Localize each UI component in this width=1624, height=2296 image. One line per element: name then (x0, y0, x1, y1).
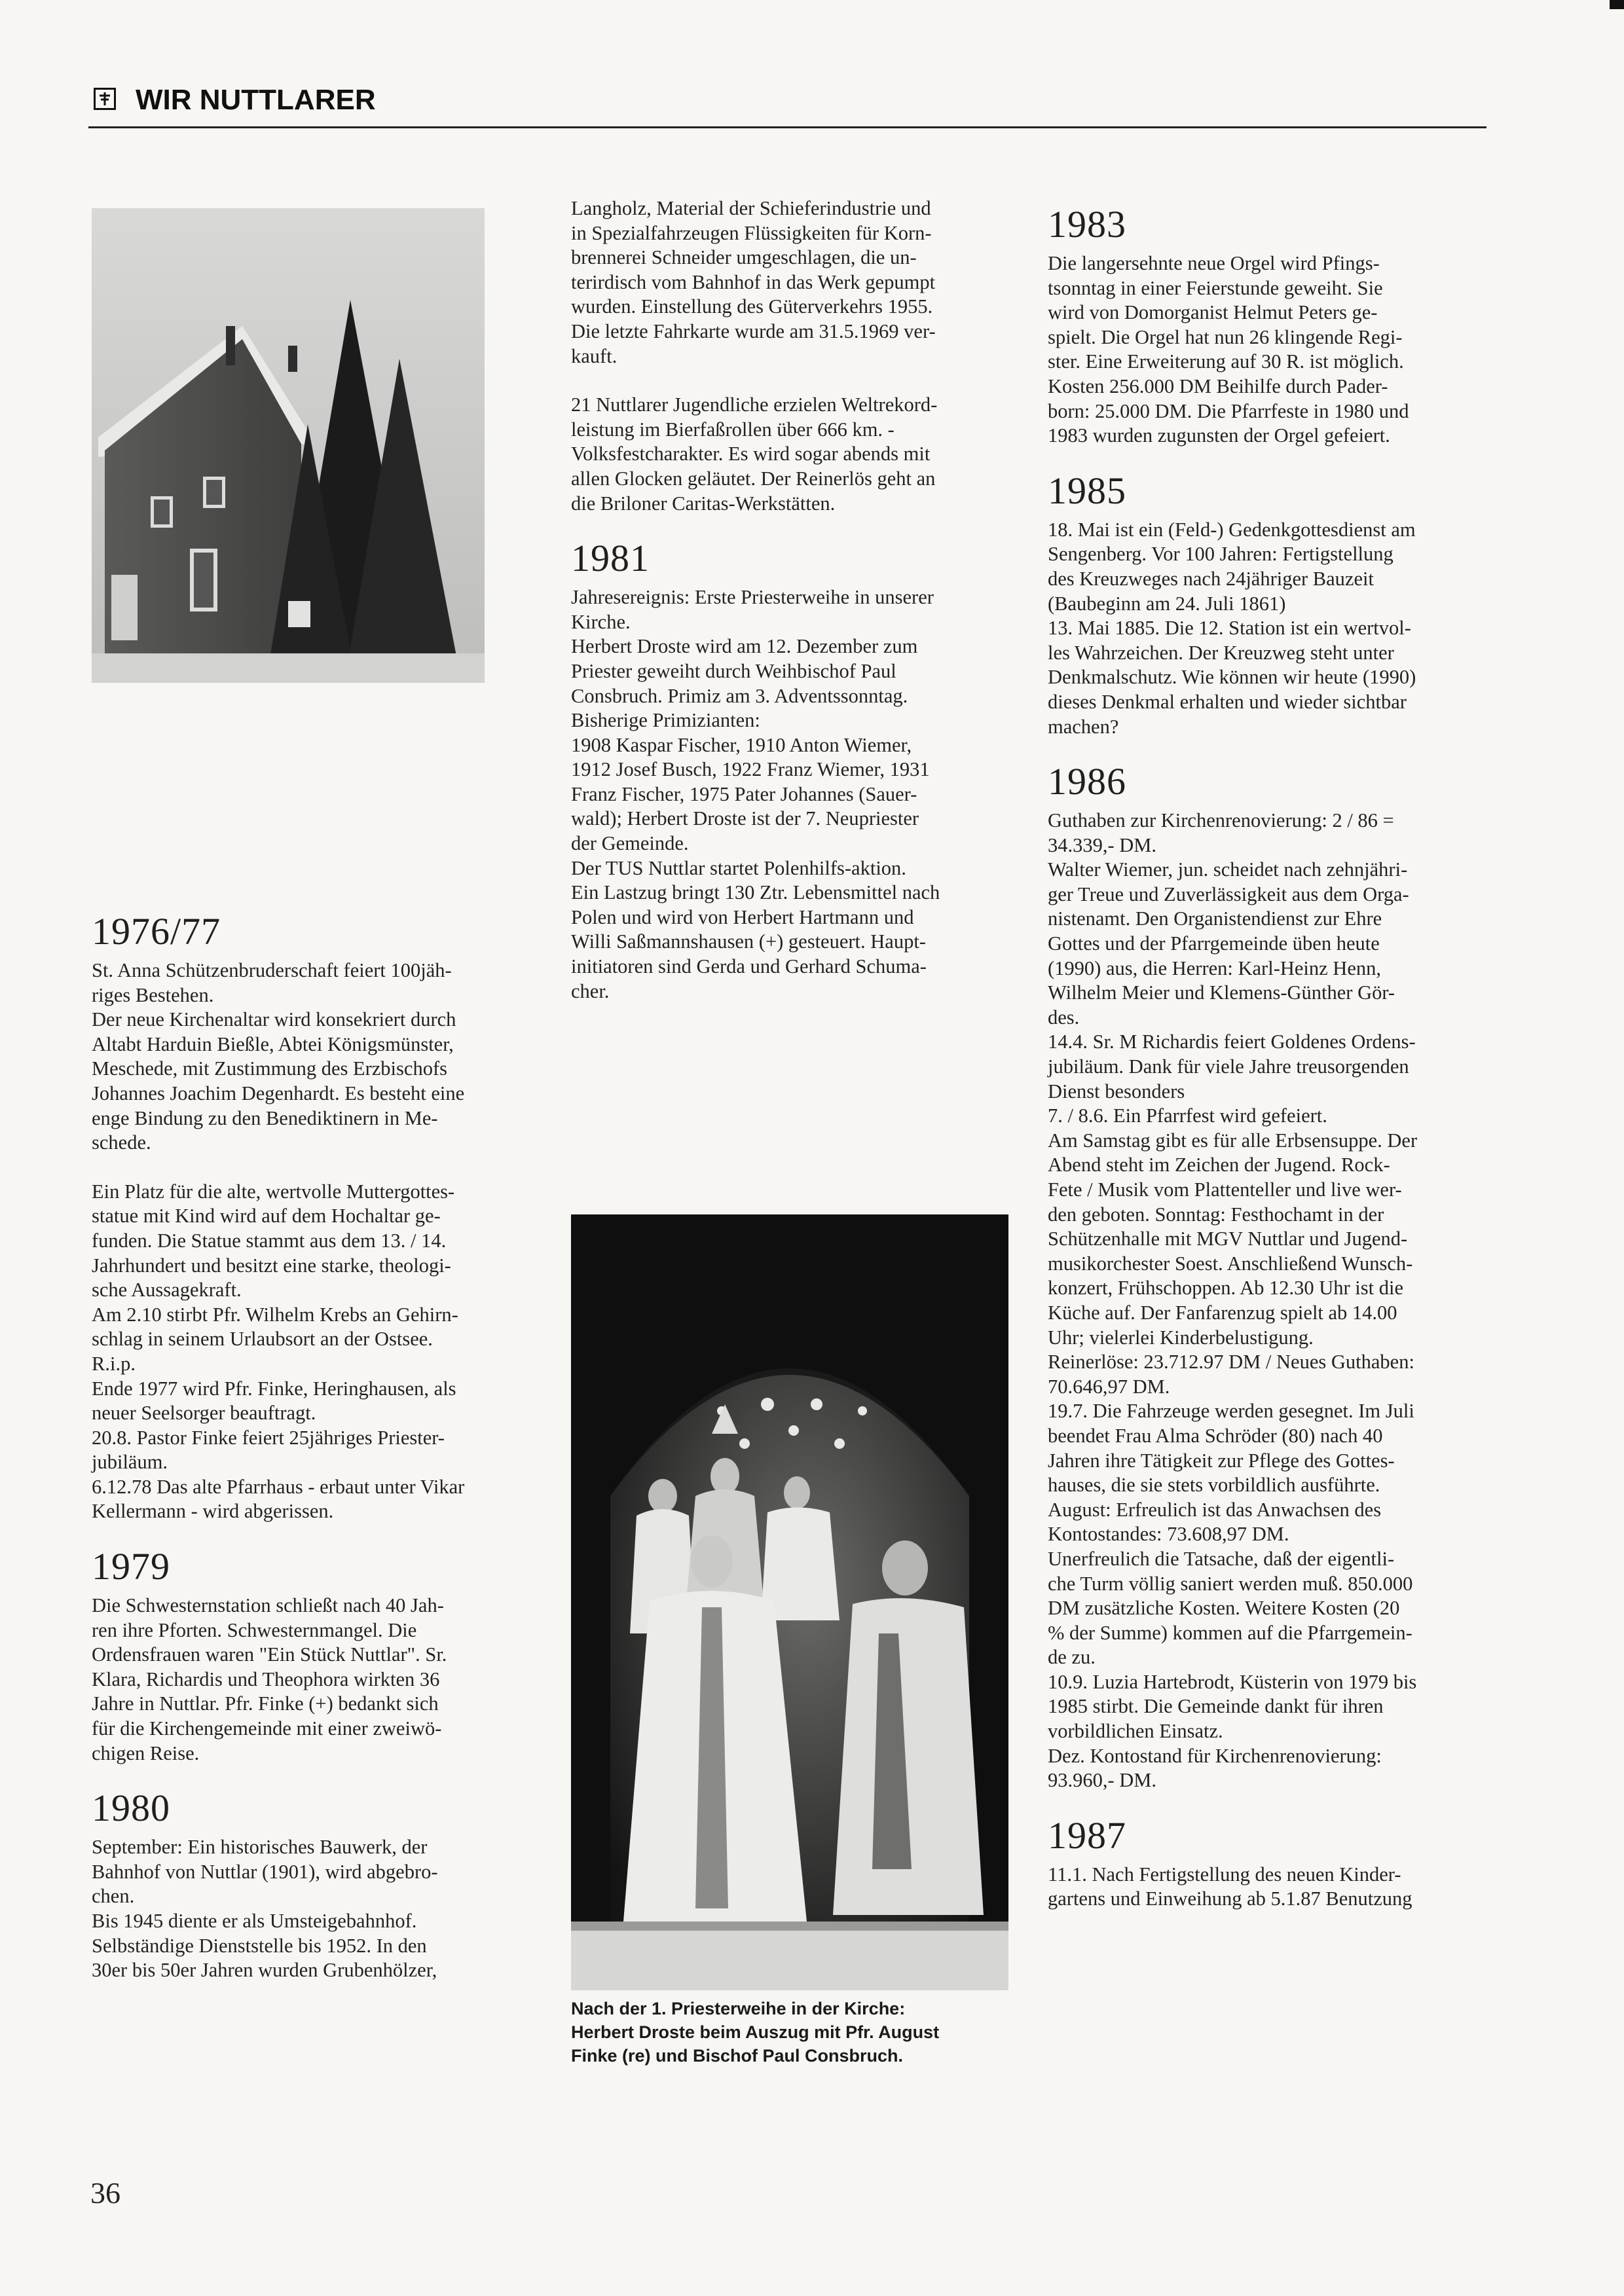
text-line: Guthaben zur Kirchenrenovierung: 2 / 86 = (1048, 809, 1394, 832)
text-line: Franz Fischer, 1975 Pater Johannes (Sauer- (571, 782, 917, 805)
text-line: schlag in seinem Urlaubsort an der Ostsee. (92, 1328, 433, 1351)
text-line: (Baubeginn am 24. Juli 1861) (1048, 592, 1286, 615)
text-line: Sengenberg. Vor 100 Jahren: Fertigstellung (1048, 543, 1393, 566)
text-line: wird von Domorganist Helmut Peters ge- (1048, 301, 1378, 324)
year-heading-1980: 1980 (92, 1787, 170, 1830)
text-line: 30er bis 50er Jahren wurden Grubenhölzer, (92, 1959, 437, 1982)
text-line: 20.8. Pastor Finke feiert 25jähriges Priester- (92, 1426, 445, 1449)
text-line: DM zusätzliche Kosten. Weitere Kosten (20 (1048, 1597, 1400, 1620)
year-heading-1979: 1979 (92, 1545, 170, 1588)
text-line: beendet Frau Alma Schröder (80) nach 40 (1048, 1424, 1383, 1447)
text-line: % der Summe) kommen auf die Pfarrgemein- (1048, 1621, 1412, 1644)
text-line: che Turm völlig saniert werden muß. 850.000 (1048, 1572, 1413, 1595)
text-line: 6.12.78 Das alte Pfarrhaus - erbaut unter Vikar (92, 1475, 465, 1498)
text-line: Die letzte Fahrkarte wurde am 31.5.1969 ver- (571, 319, 936, 342)
year-heading-1985: 1985 (1048, 469, 1126, 512)
text-line: 1983 wurden zugunsten der Orgel gefeiert. (1048, 424, 1390, 447)
text-line: konzert, Frühschoppen. Ab 12.30 Uhr ist die (1048, 1277, 1403, 1300)
text-line: Dienst besonders (1048, 1080, 1185, 1102)
text-line: den geboten. Sonntag: Festhochamt in der (1048, 1203, 1384, 1226)
text-line: Wilhelm Meier und Klemens-Günther Gör- (1048, 981, 1395, 1004)
text-line: schede. (92, 1131, 151, 1154)
text-line: allen Glocken geläutet. Der Reinerlös geht an (571, 467, 936, 490)
text-line: Fete / Musik vom Plattenteller und live wer- (1048, 1178, 1402, 1201)
text-line: Ordensfrauen waren "Ein Stück Nuttlar". Sr. (92, 1643, 447, 1666)
text-line: Kontostandes: 73.608,97 DM. (1048, 1523, 1289, 1546)
text-line: ren ihre Pforten. Schwesternmangel. Die (92, 1618, 417, 1641)
year-heading-1983: 1983 (1048, 203, 1126, 246)
text-line: gartens und Einweihung ab 5.1.87 Benutzung (1048, 1887, 1412, 1910)
text-line: St. Anna Schützenbruderschaft feiert 100jäh- (92, 959, 452, 981)
photo-caption (571, 1997, 1023, 2068)
left-column (92, 910, 550, 1983)
text-line: Gottes und der Pfarrgemeinde üben heute (1048, 932, 1380, 955)
text-line: spielt. Die Orgel hat nun 26 klingende Regi- (1048, 325, 1403, 348)
text-line: Denkmalschutz. Wie können wir heute (1990) (1048, 666, 1416, 689)
text-line: die Briloner Caritas-Werkstätten. (571, 492, 836, 515)
text-line: 7. / 8.6. Ein Pfarrfest wird gefeiert. (1048, 1104, 1327, 1127)
page-number: 36 (90, 2176, 120, 2210)
text-line: Consbruch. Primiz am 3. Adventssonntag. (571, 684, 908, 707)
text-line: 19.7. Die Fahrzeuge werden gesegnet. Im Juli (1048, 1400, 1414, 1423)
text-line: de zu. (1048, 1646, 1096, 1669)
text-line: Unerfreulich die Tatsache, daß der eigentli- (1048, 1547, 1395, 1570)
text-line: Jahren ihre Tätigkeit zur Pflege des Gottes- (1048, 1449, 1395, 1472)
text-line: statue mit Kind wird auf dem Hochaltar ge- (92, 1205, 441, 1228)
text-line: Ende 1977 wird Pfr. Finke, Heringhausen, als (92, 1377, 456, 1400)
text-line: ger Treue und Zuverlässigkeit aus dem Orga- (1048, 883, 1409, 905)
text-line: machen? (1048, 715, 1119, 738)
text-line: Selbständige Dienststelle bis 1952. In den (92, 1934, 427, 1957)
text-line: jubiläum. Dank für viele Jahre treusorgenden (1048, 1055, 1409, 1078)
text-line: Klara, Richardis und Theophora wirkten 36 (92, 1667, 440, 1690)
text-line: leistung im Bierfaßrollen über 666 km. - (571, 418, 895, 441)
text-line: Herbert Droste wird am 12. Dezember zum (571, 635, 918, 658)
procession-photo (571, 1214, 1008, 1990)
text-line: in Spezialfahrzeugen Flüssigkeiten für Korn- (571, 221, 932, 244)
text-line: wurden. Einstellung des Güterverkehrs 1955. (571, 295, 933, 318)
year-heading-1976: 1976/77 (92, 910, 221, 953)
text-line: born: 25.000 DM. Die Pfarrfeste in 1980 und (1048, 399, 1409, 422)
text-line: Kirche. (571, 610, 631, 633)
text-line: 10.9. Luzia Hartebrodt, Küsterin von 1979 bis (1048, 1670, 1417, 1693)
text-line: Meschede, mit Zustimmung des Erzbischofs (92, 1057, 447, 1080)
text-line: 93.960,- DM. (1048, 1769, 1157, 1792)
text-line: Die langersehnte neue Orgel wird Pfings- (1048, 252, 1380, 274)
text-line: Bahnhof von Nuttlar (1901), wird abgebro- (92, 1860, 438, 1883)
text-line: Dez. Kontostand für Kirchenrenovierung: (1048, 1744, 1382, 1767)
text-line: September: Ein historisches Bauwerk, der (92, 1836, 428, 1859)
text-line: hauses, die sie stets vorbildlich ausführte. (1048, 1474, 1380, 1497)
scan-edge-mark (1610, 0, 1624, 9)
house-photo (92, 208, 485, 683)
page-header (88, 84, 1486, 131)
text-line: für die Kirchengemeinde mit einer zweiwö- (92, 1717, 442, 1740)
text-line: 18. Mai ist ein (Feld-) Gedenkgottesdienst am (1048, 518, 1416, 541)
text-line: chigen Reise. (92, 1741, 200, 1764)
text-line: kauft. (571, 344, 618, 367)
text-line: 14.4. Sr. M Richardis feiert Goldenes Ordens- (1048, 1030, 1416, 1053)
text-line: riges Bestehen. (92, 983, 214, 1006)
text-line: Altabt Harduin Bießle, Abtei Königsmünster, (92, 1032, 454, 1055)
text-line: Volksfestcharakter. Es wird sogar abends mit (571, 443, 931, 465)
text-line: Bisherige Primizianten: (571, 709, 760, 732)
text-line: Priester geweiht durch Weihbischof Paul (571, 659, 896, 682)
text-line: neuer Seelsorger beauftragt. (92, 1402, 316, 1425)
text-line: Kosten 256.000 DM Beihilfe durch Pader- (1048, 374, 1388, 397)
text-line: Bis 1945 diente er als Umsteigebahnhof. (92, 1910, 417, 1932)
text-line: Jahre in Nuttlar. Pfr. Finke (+) bedankt sich (92, 1692, 439, 1715)
text-line: Ein Lastzug bringt 130 Ztr. Lebensmittel nach (571, 881, 940, 904)
text-line: wald); Herbert Droste ist der 7. Neupriester (571, 807, 919, 830)
text-line: Der TUS Nuttlar startet Polenhilfs-aktion. (571, 856, 906, 879)
text-line: Am Samstag gibt es für alle Erbsensuppe. Der (1048, 1129, 1418, 1152)
text-line: R.i.p. (92, 1352, 136, 1375)
text-line: 70.646,97 DM. (1048, 1375, 1170, 1398)
text-line: funden. Die Statue stammt aus dem 13. / 14. (92, 1229, 447, 1252)
caption-line: Herbert Droste beim Auszug mit Pfr. August (571, 2022, 940, 2042)
text-line: des Kreuzweges nach 24jähriger Bauzeit (1048, 567, 1374, 590)
text-line: Ein Platz für die alte, wertvolle Muttergottes- (92, 1180, 455, 1203)
text-line: chen. (92, 1885, 135, 1908)
text-line: initiatoren sind Gerda und Gerhard Schuma- (571, 955, 927, 978)
text-line: Jahresereignis: Erste Priesterweihe in unserer (571, 586, 934, 609)
text-line: cher. (571, 979, 610, 1002)
text-line: August: Erfreulich ist das Anwachsen des (1048, 1498, 1382, 1521)
text-line: dieses Denkmal erhalten und wieder sichtbar (1048, 690, 1407, 713)
text-line: Die Schwesternstation schließt nach 40 Jah- (92, 1594, 444, 1617)
text-line: 21 Nuttlarer Jugendliche erzielen Weltrekord- (571, 393, 938, 416)
masthead-title: WIR NUTTLARER (136, 84, 376, 116)
caption-line: Nach der 1. Priesterweihe in der Kirche: (571, 1999, 906, 2018)
text-line: Reinerlöse: 23.712.97 DM / Neues Guthaben: (1048, 1351, 1414, 1374)
header-rule (88, 126, 1486, 128)
text-line: terirdisch vom Bahnhof in das Werk gepumpt (571, 270, 936, 293)
text-line: Abend steht im Zeichen der Jugend. Rock- (1048, 1154, 1390, 1176)
text-line: Polen und wird von Herbert Hartmann und (571, 905, 914, 928)
text-line: 1985 stirbt. Die Gemeinde dankt für ihren (1048, 1695, 1384, 1718)
text-line: 13. Mai 1885. Die 12. Station ist ein wertvol- (1048, 617, 1411, 640)
text-line: enge Bindung zu den Benediktinern in Me- (92, 1106, 438, 1129)
text-line: brennerei Schneider umgeschlagen, die un- (571, 246, 917, 269)
text-line: nistenamt. Den Organistendienst zur Ehre (1048, 907, 1382, 930)
year-heading-1981: 1981 (571, 537, 650, 580)
text-line: tsonntag in einer Feierstunde geweiht. Sie (1048, 276, 1383, 299)
middle-column (571, 196, 1029, 1004)
text-line: der Gemeinde. (571, 832, 689, 855)
text-line: 11.1. Nach Fertigstellung des neuen Kinder- (1048, 1863, 1401, 1886)
right-column (1048, 203, 1500, 1912)
text-line: 1908 Kaspar Fischer, 1910 Anton Wiemer, (571, 733, 912, 756)
emblem-icon (94, 88, 116, 110)
text-line: Walter Wiemer, jun. scheidet nach zehnjähri- (1048, 858, 1408, 881)
text-line: vorbildlichen Einsatz. (1048, 1720, 1223, 1743)
year-heading-1987: 1987 (1048, 1813, 1126, 1857)
text-line: Jahrhundert und besitzt eine starke, theologi- (92, 1254, 451, 1277)
text-line: Schützenhalle mit MGV Nuttlar und Jugend- (1048, 1228, 1408, 1250)
text-line: jubiläum. (92, 1451, 168, 1474)
text-line: des. (1048, 1006, 1080, 1029)
caption-line: Finke (re) und Bischof Paul Consbruch. (571, 2046, 904, 2066)
text-line: Kellermann - wird abgerissen. (92, 1500, 334, 1523)
text-line: Am 2.10 stirbt Pfr. Wilhelm Krebs an Gehirn- (92, 1303, 458, 1326)
text-line: musikorchester Soest. Anschließend Wunsch- (1048, 1252, 1413, 1275)
text-line: Uhr; vielerlei Kinderbelustigung. (1048, 1326, 1314, 1349)
text-line: Der neue Kirchenaltar wird konsekriert durch (92, 1008, 456, 1031)
text-line: (1990) aus, die Herren: Karl-Heinz Henn, (1048, 957, 1381, 979)
text-line: Langholz, Material der Schieferindustrie und (571, 197, 931, 219)
text-line: Küche auf. Der Fanfarenzug spielt ab 14.00 (1048, 1301, 1397, 1324)
text-line: Johannes Joachim Degenhardt. Es besteht eine (92, 1082, 465, 1104)
text-line: sche Aussagekraft. (92, 1279, 242, 1302)
text-line: ster. Eine Erweiterung auf 30 R. ist möglich. (1048, 350, 1404, 373)
text-line: 1912 Josef Busch, 1922 Franz Wiemer, 1931 (571, 758, 930, 781)
text-line: Willi Saßmannshausen (+) gesteuert. Haupt- (571, 930, 926, 953)
text-line: les Wahrzeichen. Der Kreuzweg steht unter (1048, 641, 1394, 664)
text-line: 34.339,- DM. (1048, 833, 1157, 856)
year-heading-1986: 1986 (1048, 760, 1126, 803)
